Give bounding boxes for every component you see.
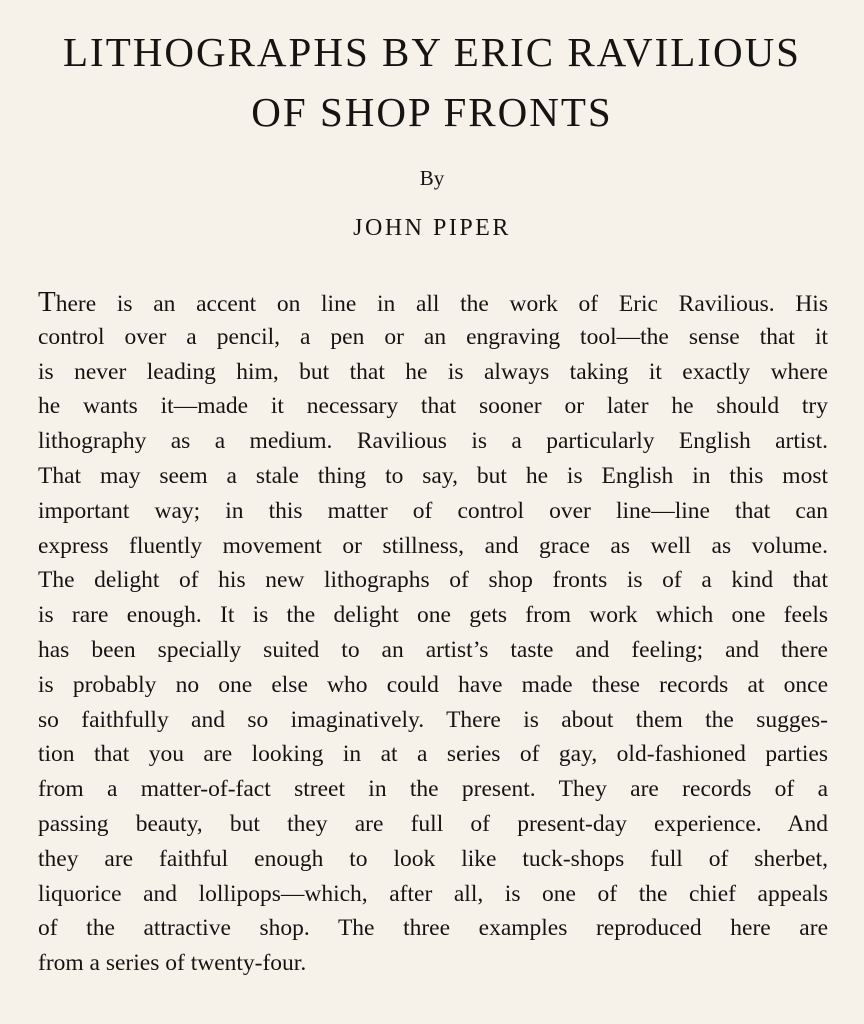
body-line: has been specially suited to an artist’s taste and feeling; and there bbox=[38, 636, 828, 663]
article-body bbox=[38, 285, 828, 981]
body-line: control over a pencil, a pen or an engraving tool—the sense that it bbox=[38, 323, 828, 350]
body-line: is probably no one else who could have made these records at once bbox=[38, 671, 828, 698]
body-line-last: from a series of twenty-four. bbox=[38, 950, 307, 977]
body-line: important way; in this matter of control over line—line that can bbox=[38, 497, 828, 524]
body-line: passing beauty, but they are full of present-day experience. And bbox=[38, 810, 828, 837]
body-line: so faithfully and so imaginatively. There is about them the sugges- bbox=[38, 706, 828, 733]
body-line bbox=[38, 285, 828, 320]
article-title-line-1: LITHOGRAPHS BY ERIC RAVILIOUS bbox=[63, 29, 801, 75]
body-line: The delight of his new lithographs of shop fronts is of a kind that bbox=[38, 567, 828, 594]
body-line: of the attractive shop. The three examples reproduced here are bbox=[38, 915, 828, 942]
body-line: lithography as a medium. Ravilious is a particularly English artist. bbox=[38, 428, 828, 455]
body-line: tion that you are looking in at a series of gay, old-fashioned parties bbox=[38, 741, 828, 768]
body-line: is never leading him, but that he is always taking it exactly where bbox=[38, 358, 828, 385]
body-line: from a matter-of-fact street in the present. They are records of a bbox=[38, 776, 828, 803]
body-line: he wants it—made it necessary that sooner or later he should try bbox=[38, 393, 828, 420]
drop-cap: T bbox=[38, 286, 56, 318]
byline-prefix: By bbox=[419, 166, 445, 190]
body-line: is rare enough. It is the delight one gets from work which one feels bbox=[38, 602, 828, 629]
article-title-line-2: OF SHOP FRONTS bbox=[251, 89, 613, 135]
body-line: liquorice and lollipops—which, after all, is one of the chief appeals bbox=[38, 880, 828, 907]
body-line: they are faithful enough to look like tuck-shops full of sherbet, bbox=[38, 845, 828, 872]
body-line: express fluently movement or stillness, and grace as well as volume. bbox=[38, 532, 828, 559]
body-line: That may seem a stale thing to say, but he is English in this most bbox=[38, 462, 828, 489]
author-name: JOHN PIPER bbox=[353, 215, 511, 241]
body-line-text: here is an accent on line in all the work of Eric Ravilious. His bbox=[55, 291, 828, 317]
